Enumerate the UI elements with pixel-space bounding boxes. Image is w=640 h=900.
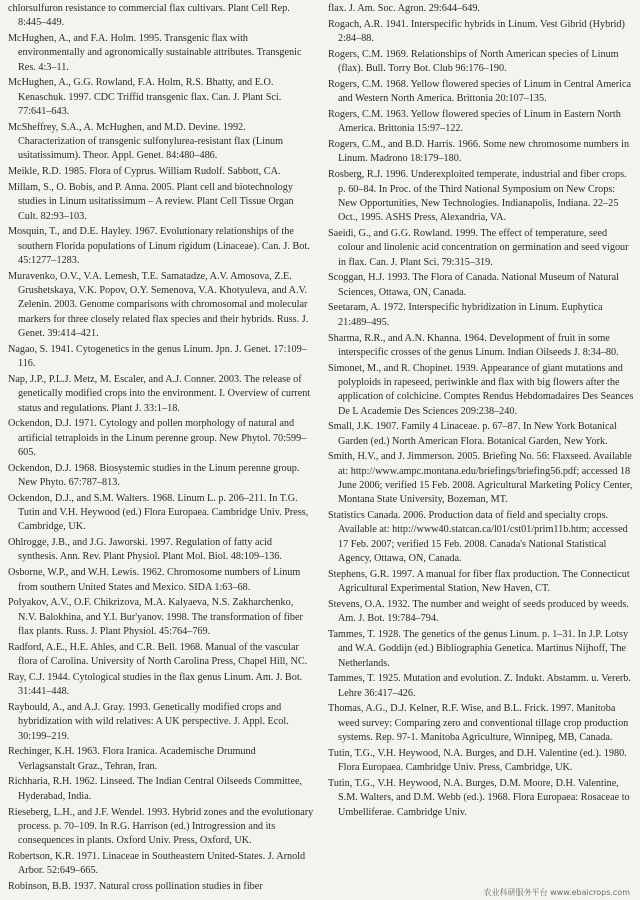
reference-entry: Nagao, S. 1941. Cytogenetics in the genus Linum. Jpn. J. Genet. 17:109–116. — [8, 343, 307, 370]
reference-entry: Muravenko, O.V., V.A. Lemesh, T.E. Samatadze, A.V. Amosova, Z.E. Grushetskaya, V.K. Popov, O.Y. Semenova, V.A. Khotyuleva, and A.V. Zelenin. 2003. Genome comparisons with chromosomal and molecular markers for three closely related flax species and their hybrids. Russ. J. Genet. 39:414–421. — [8, 270, 309, 340]
reference-entry: Tammes, T. 1928. The genetics of the genus Linum. p. 1–31. In J.P. Lotsy and W.A. Goddijn (ed.) Bibliographia Genetica. Martinus Nijhoff, The Netherlands. — [328, 628, 629, 669]
reference-entry: Nap, J.P., P.L.J. Metz, M. Escaler, and A.J. Conner. 2003. The release of genetically modified crops into the environment. I. Overview of current status and regulations. Plant J. 33:1–18. — [8, 373, 311, 414]
reference-entry: Rosberg, R.J. 1996. Underexploited temperate, industrial and fiber crops. p. 60–84. In Proc. of the Third National Symposium on New Crops: New Opportunities, New Technologies. Indianapolis, Indiana. 22–25 Oct., 1995. ASHS Press, Alexandria, VA. — [328, 169, 627, 224]
reference-entry: McHughen, A., and F.A. Holm. 1995. Transgenic flax with environmentally and agronomically sustainable attributes. Transgenic Res. 4:3–11. — [8, 33, 302, 73]
reference-entry: Rogers, C.M. 1969. Relationships of North American species of Linum (flax). Bull. Torry Bot. Club 96:176–190. — [328, 48, 619, 75]
reference-entry: Radford, A.E., H.E. Ahles, and C.R. Bell. 1968. Manual of the vascular flora of Carolina. University of North Carolina Press, Chapel Hill, NC. — [8, 641, 308, 668]
reference-entry: Rogers, C.M. 1963. Yellow flowered species of Linum in Eastern North America. Brittonia 15:97–122. — [328, 109, 621, 135]
reference-entry: Rieseberg, L.H., and J.F. Wendel. 1993. Hybrid zones and the evolutionary process. p. 70–109. In R.G. Harrison (ed.) Introgression and its consequences in plants. Oxford Univ. Press, Oxford, UK. — [8, 806, 314, 847]
right-column — [328, 2, 634, 900]
reference-entry: Ockendon, D.J. 1971. Cytology and pollen morphology of natural and artificial tetraploids in the Linum perenne group. New Phytol. 70:599–605. — [8, 418, 307, 458]
reference-entry: Seetaram, A. 1972. Interspecific hybridization in Linum. Euphytica 21:489–495. — [328, 302, 603, 328]
reference-entry: Polyakov, A.V., O.F. Chikrizova, M.A. Kalyaeva, N.S. Zakharchenko, N.V. Balokhina, and Y.I. Bur'yanov. 1998. The transformation of fiber flax plants. Russ. J. Plant Physiol. 45:764–769. — [8, 597, 303, 637]
reference-entry: McHughen, A., G.G. Rowland, F.A. Holm, R.S. Bhatty, and E.O. Kenaschuk. 1997. CDC Triffid transgenic flax. Can. J. Plant Sci. 77:641–643. — [8, 77, 282, 118]
reference-entry: Statistics Canada. 2006. Production data of field and specialty crops. Available at: http://www40.statcan.ca/l01/cst01/prim11b.htm; accessed 17 Feb. 2007; verified 15 Feb. 2008. Canada's National Statistical Agency, Ottawa, ON, Canada. — [328, 510, 628, 564]
reference-entry: Rogach, A.R. 1941. Interspecific hybrids in Linum. Vest Gibrid (Hybrid) 2:84–88. — [328, 18, 625, 45]
reference-entry: Ockendon, D.J. 1968. Biosystemic studies in the Linum perenne group. New Phyto. 67:787–813. — [8, 462, 300, 488]
reference-entry: Rechinger, K.H. 1963. Flora Iranica. Academische Drumund Verlagsanstalt Graz., Tehran, Iran. — [8, 746, 256, 772]
reference-entry: Tammes, T. 1925. Mutation and evolution. Z. Indukt. Abstamm. u. Vererb. Lehre 36:417–426. — [328, 673, 631, 699]
reference-entry: Ohlrogge, J.B., and J.G. Jaworski. 1997. Regulation of fatty acid synthesis. Ann. Rev. Plant Physiol. Plant Mol. Biol. 48:109–136. — [8, 537, 282, 563]
reference-entry: Sharma, R.R., and A.N. Khanna. 1964. Development of fruit in some interspecific crosses of the genus Linum. Indian Oilseeds J. 8:34–80. — [328, 332, 619, 358]
reference-entry: Osborne, W.P., and W.H. Lewis. 1962. Chromosome numbers of Linum from southern United States and Mexico. SIDA 1:63–68. — [8, 567, 301, 593]
reference-entry: Rogers, C.M., and B.D. Harris. 1966. Some new chromosome numbers in Linum. Madrono 18:179–180. — [328, 139, 630, 165]
reference-entry: Saeidi, G., and G.G. Rowland. 1999. The effect of temperature, seed colour and linolenic acid concentration on germination and seed vigour in flax. Can. J. Plant Sci. 79:315–319. — [328, 227, 629, 268]
reference-entry: Mosquin, T., and D.E. Hayley. 1967. Evolutionary relationships of the southern Florida populations of Linum rigidum (Linaceae). Can. J. Bot. 45:1277–1283. — [8, 226, 310, 267]
reference-entry: Robertson, K.R. 1971. Linaceae in Southeastern United-States. J. Arnold Arbor. 52:649–665. — [8, 850, 306, 877]
reference-entry: Ockendon, D.J., and S.M. Walters. 1968. Linum L. p. 206–211. In T.G. Tutin and V.H. Heywood (ed.) Flora Europaea. Cambridge Univ. Press, Cambridge, UK. — [8, 492, 309, 533]
reference-entry: Millam, S., O. Bobis, and P. Anna. 2005. Plant cell and biotechnology studies in Linum usitatissimum – A review. Plant Cell Tissue Organ Cult. 82:93–103. — [8, 182, 294, 222]
reference-entry: Smith, H.V., and J. Jimmerson. 2005. Briefing No. 56: Flaxseed. Available at: http://www.ampc.montana.edu/briefings/briefing56.pdf; accessed 18 June 2006; verified 15 Feb. 2008. Agricultural Marketing Policy Center, Montana State University, Bozeman, MT. — [328, 451, 633, 506]
reference-entry: Tutin, T.G., V.H. Heywood, N.A. Burges, and D.H. Valentine (ed.). 1980. Flora Europaea. Cambridge Univ. Press, Cambridge, UK. — [328, 747, 627, 774]
reference-entry: Stephens, G.R. 1997. A manual for fiber flax production. The Connecticut Agricultural Experimental Station, New Haven, CT. — [328, 568, 630, 595]
reference-entry: Small, J.K. 1907. Family 4 Linaceae. p. 67–87. In New York Botanical Garden (ed.) North American Flora. Botanical Garden, New York. — [328, 421, 617, 447]
reference-entry: Stevens, O.A. 1932. The number and weight of seeds produced by weeds. Am. J. Bot. 19:784–794. — [328, 598, 629, 625]
reference-entry: Richharia, R.H. 1962. Linseed. The Indian Central Oilseeds Committee, Hyderabad, India. — [8, 776, 303, 802]
reference-entry: flax. J. Am. Soc. Agron. 29:644–649. — [328, 3, 480, 14]
reference-entry: Thomas, A.G., D.J. Kelner, R.F. Wise, and B.L. Frick. 1997. Manitoba weed survey: Comparing zero and conventional tillage crop production systems. Rep. 97-1. Manitoba Agriculture, Winnipeg, MB, Canada. — [328, 703, 629, 744]
reference-entry: Tutin, T.G., V.H. Heywood, N.A. Burges, D.M. Moore, D.H. Valentine, S.M. Walters, and D.M. Webb (ed.). 1968. Flora Europaea: Rosaceae to Umbelliferae. Cambridge Univ. — [328, 777, 630, 818]
reference-entry: Raybould, A., and A.J. Gray. 1993. Genetically modified crops and hybridization with wild relatives: A UK perspective. J. Appl. Ecol. 30:199–219. — [8, 701, 289, 742]
left-column — [8, 2, 314, 900]
reference-entry: Meikle, R.D. 1985. Flora of Cyprus. William Rudolf. Sabbott, CA. — [8, 166, 281, 178]
watermark: 农业科研服务平台 www.ebaicrops.com — [483, 888, 630, 897]
reference-entry: Scoggan, H.J. 1993. The Flora of Canada. National Museum of Natural Sciences, Ottawa, ON, Canada. — [328, 272, 619, 298]
reference-entry: McSheffrey, S.A., A. McHughen, and M.D. Devine. 1992. Characterization of transgenic sulfonylurea-resistant flax (Linum usitatissimum). Theor. Appl. Genet. 84:480–486. — [8, 121, 284, 162]
reference-entry: Rogers, C.M. 1968. Yellow flowered species of Linum in Central America and Western North America. Brittonia 20:107–135. — [328, 78, 632, 105]
reference-entry: Ray, C.J. 1944. Cytological studies in the flax genus Linum. Am. J. Bot. 31:441–448. — [8, 671, 303, 698]
reference-entry: chlorsulfuron resistance to commercial flax cultivars. Plant Cell Rep. 8:445–449. — [8, 3, 290, 29]
reference-entry: Robinson, B.B. 1937. Natural cross pollination studies in fiber — [8, 881, 263, 893]
reference-entry: Simonet, M., and R. Chopinet. 1939. Appearance of giant mutations and polyploids in rapeseed, periwinkle and flax with big flowers after the application of colchicine. Comptes Rendus Hebdomadaires Des Seances De L Academie Des Sciences 209:238–240. — [328, 362, 634, 417]
